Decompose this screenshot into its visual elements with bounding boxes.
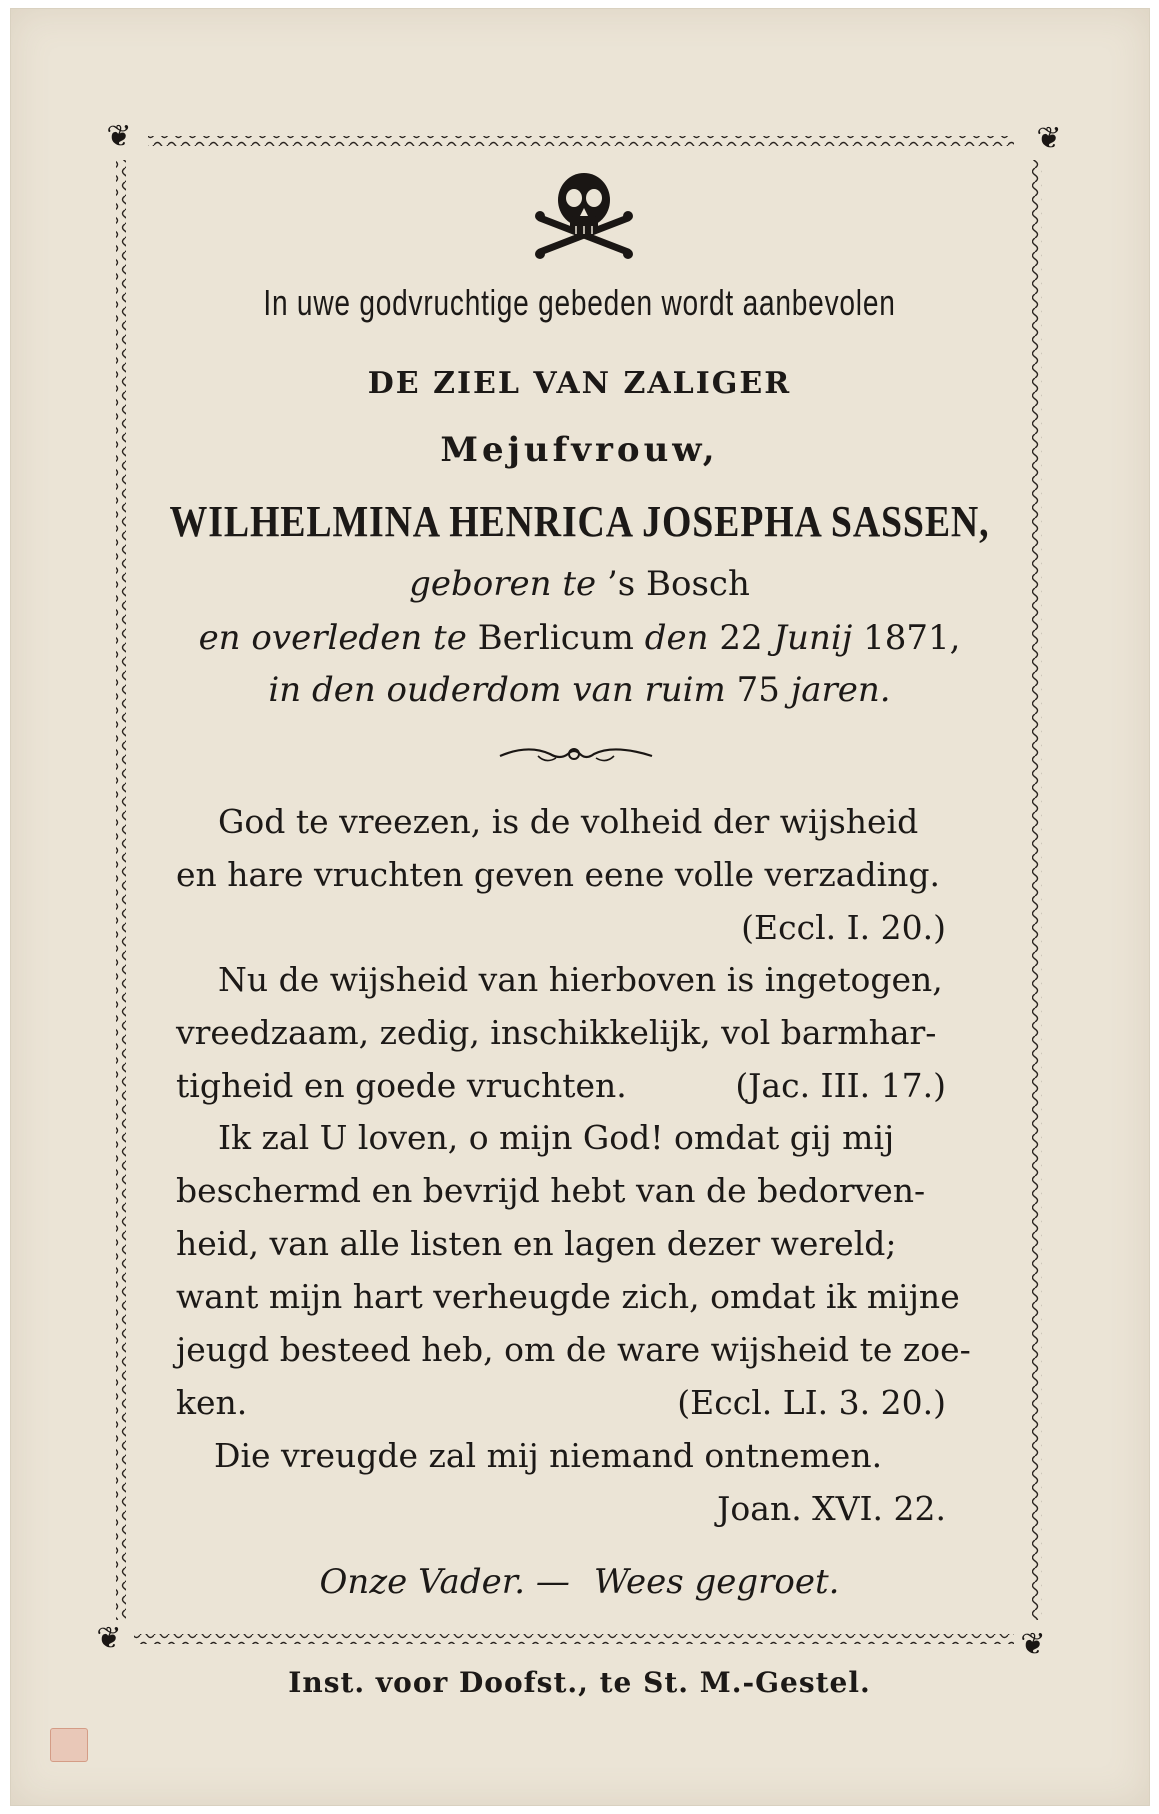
verse-3 [176,1118,976,1422]
verse-line: Ik zal U loven, o mijn God! omdat gij mij [218,1118,895,1157]
verse-line: want mijn hart verheugde zich, omdat ik mijne [176,1277,960,1316]
printer-imprint: Inst. voor Doofst., te St. M.-Gestel. [288,1666,871,1699]
verse-line: heid, van alle listen en lagen dezer wereld; [176,1224,897,1263]
verse-line: en hare vruchten geven eene volle verzading. [176,855,941,894]
closing-prayers: Onze Vader. — Wees gegroet. [319,1562,840,1602]
verse-line: vreedzaam, zedig, inschikkelijk, vol barmhar- [176,1013,937,1052]
verse-4 [176,1436,976,1528]
ziel-line: DE ZIEL VAN ZALIGER [367,366,792,401]
verse-reference: (Eccl. LI. 3. 20.) [677,1383,946,1422]
verse-reference: (Eccl. I. 20.) [741,908,946,947]
stamp-mark [50,1728,88,1762]
verse-2 [176,960,976,1105]
corner-ornament-top-right: ❦ [1036,121,1062,156]
verse-line: God te vreezen, is de volheid der wijsheid [218,802,919,841]
verse-line: ken. [176,1383,248,1422]
verse-line: Die vreugde zal mij niemand ontnemen. [214,1436,883,1475]
birth-line: geboren te ’s Bosch [409,564,750,604]
verse-reference: (Jac. III. 17.) [735,1066,946,1105]
corner-ornament-top-left: ❦ [106,119,132,154]
border-top [148,136,1014,146]
corner-ornament-bottom-left: ❦ [96,1621,122,1656]
verse-line: jeugd besteed heb, om de ware wijsheid te zoe- [176,1330,971,1369]
age-line: in den ouderdom van ruim 75 jaren. [268,670,891,710]
skull-crossbones-icon [532,170,636,260]
death-line: en overleden te Berlicum den 22 Junij 1871, [198,618,961,658]
divider-ornament [498,740,654,768]
border-bottom [134,1634,1014,1644]
intro-line: In uwe godvruchtige gebeden wordt aanbevolen [263,282,896,323]
deceased-name: WILHELMINA HENRICA JOSEPHA SASSEN, [169,497,990,546]
verse-line: tigheid en goede vruchten. [176,1066,627,1105]
title-line: Mejufvrouw, [440,430,719,470]
verse-line: beschermd en bevrijd hebt van de bedorven- [176,1171,926,1210]
verse-reference: Joan. XVI. 22. [717,1489,946,1528]
corner-ornament-bottom-right: ❦ [1020,1627,1046,1662]
verse-1 [176,802,976,947]
verse-line: Nu de wijsheid van hierboven is ingetogen, [218,960,943,999]
